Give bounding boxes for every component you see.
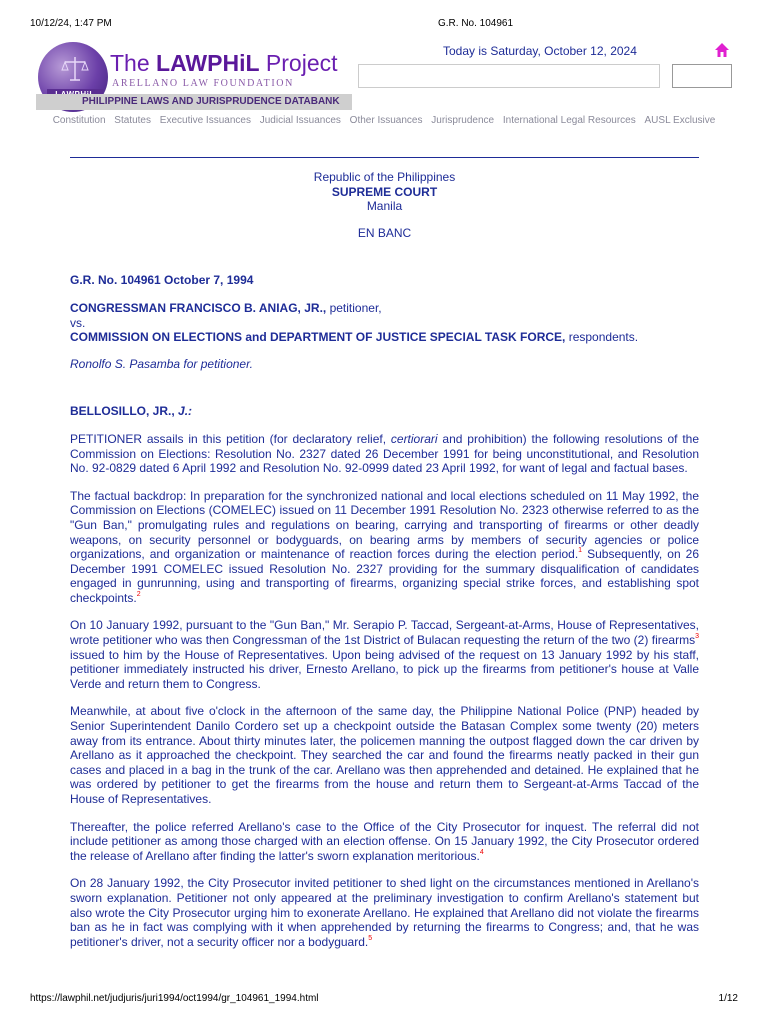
footnote-link-1[interactable]: 1 [578, 547, 583, 555]
division-label: EN BANC [357, 225, 412, 240]
p2-text-b: Subsequently, on 26 December 1991 COMELEC issued Resolution No. 2327 providing for the summary disqualification of candidates engaged in gunrunning, using and transporting of firearms, organizing special strike forces, and establishing spot checkpoints. [70, 547, 699, 605]
print-header [30, 18, 738, 32]
p3-text-a: On 10 January 1992, pursuant to the "Gun Ban," Mr. Serapio P. Taccad, Sergeant-at-Arms, House of Representatives, wrote petitioner who was then Congressman of the 1st District of Bulacan requesting the return of the two (2) firearms [70, 618, 699, 648]
respondents-role: respondents. [565, 330, 639, 345]
decision-body [70, 170, 699, 949]
foundation-name: ARELLANO LAW FOUNDATION [112, 78, 294, 89]
respondents-line [70, 330, 699, 345]
paragraph-1 [70, 432, 699, 476]
brand-prefix: The [110, 50, 157, 76]
petitioner-line [70, 301, 699, 316]
footnote-link-2[interactable]: 2 [136, 590, 141, 598]
court-name: SUPREME COURT [331, 184, 438, 199]
lawphil-banner[interactable] [36, 40, 356, 114]
petitioner-name: CONGRESSMAN FRANCISCO B. ANIAG, JR., [70, 300, 327, 315]
paragraph-2 [70, 489, 699, 606]
case-title [70, 301, 699, 345]
brand-suffix: Project [259, 50, 338, 76]
footnote-link-3[interactable]: 3 [695, 633, 699, 641]
paragraph-3 [70, 618, 699, 691]
brand-title [110, 50, 338, 77]
p1-text-c: and prohibition) the following resolutions of the Commission on Elections: Resolution No. 2327 dated 26 December 1991 for being unconstitutional, and Resolution No. 92-0829 dated 6 April 1992 and Resolution No. 92-0999 dated 23 April 1992, for want of legal and factual bases. [70, 431, 699, 476]
p6-text-a: On 28 January 1992, the City Prosecutor invited petitioner to shed light on the circumstances mentioned in Arellano's sworn explanation. Petitioner not only appeared at the preliminary investigation to confirm Arellano's statement but also wrote the City Prosecutor urging him to exonerate Arellano. He explained that Arellano did not violate the firearms ban as he in fact was complying with it when apprehended by returning the firearms to Congress; and, that he was petitioner's driver, not a security officer nor a bodyguard. [70, 876, 699, 949]
search-button[interactable] [672, 64, 732, 88]
p1-text-a: PETITIONER assails in this petition (for declaratory relief, [70, 431, 391, 446]
court-city: Manila [366, 199, 403, 214]
home-icon[interactable] [714, 42, 730, 58]
nav-jurisprudence[interactable]: Jurisprudence [431, 115, 495, 126]
ponente-title: J.: [178, 404, 193, 419]
main-nav [0, 115, 768, 126]
nav-ausl-exclusive[interactable]: AUSL Exclusive [644, 115, 716, 126]
paragraph-4: Meanwhile, at about five o'clock in the afternoon of the same day, the Philippine National Police (PNP) headed by Senior Superintendent Danilo Cordero set up a checkpoint outside the Batasan Complex some twenty (20) meters away from its entrance. About thirty minutes later, the policemen manning the outpost flagged down the car driven by Arellano as it approached the checkpoint. They searched the car and found the firearms neatly packed in their gun cases and placed in a bag in the trunk of the car. Arellano was then apprehended and detained. He explained that he was ordered by petitioner to get the firearms from the house and return them to Sergeant-at-Arms Taccad of the House of Representatives. [70, 704, 699, 806]
nav-judicial-issuances[interactable]: Judicial Issuances [259, 115, 341, 126]
databank-label: PHILIPPINE LAWS AND JURISPRUDENCE DATABANK [82, 96, 340, 107]
ponente-name: BELLOSILLO, JR., [70, 404, 179, 419]
paragraph-5 [70, 820, 699, 864]
versus: vs. [70, 315, 86, 330]
nav-executive-issuances[interactable]: Executive Issuances [159, 115, 251, 126]
petitioner-role: petitioner, [326, 300, 382, 315]
paragraph-6 [70, 876, 699, 949]
p5-text-a: Thereafter, the police referred Arellano's case to the Office of the City Prosecutor for inquest. The referral did not include petitioner as among those charged with an election offense. On 15 January 1992, the City Prosecutor ordered the release of Arellano after finding the latter's sworn explanation meritorious. [70, 819, 699, 863]
p2-text-a: The factual backdrop: In preparation for the synchronized national and local elections scheduled on 11 May 1992, the Commission on Elections (COMELEC) issued on 11 December 1991 Resolution No. 2323 otherwise referred to as the "Gun Ban," promulgating rules and regulations on bearing, carrying and transporting of firearms or other deadly weapons, on security personnel or bodyguards, on bearing arms by members of security agencies or police organizations, and organization or maintenance of reaction forces during the election period. [70, 488, 699, 562]
today-date: Today is Saturday, October 12, 2024 [443, 44, 637, 58]
nav-international-legal-resources[interactable]: International Legal Resources [502, 115, 636, 126]
print-datetime: 10/12/24, 1:47 PM [30, 18, 112, 29]
p3-text-b: issued to him by the House of Representatives. Upon being advised of the request on 13 January 1992 by his staff, petitioner immediately instructed his driver, Ernesto Arellano, to pick up the firearms from petitioner's house at Valle Verde and return them to Congress. [70, 647, 699, 691]
footnote-link-5[interactable]: 5 [368, 934, 373, 942]
footnote-link-4[interactable]: 4 [479, 848, 484, 856]
print-title: G.R. No. 104961 [438, 18, 514, 29]
scales-of-justice-icon [60, 54, 90, 84]
page-url: https://lawphil.net/judjuris/juri1994/oct1994/gr_104961_1994.html [30, 993, 319, 1004]
republic-line: Republic of the Philippines [313, 170, 456, 184]
nav-statutes[interactable]: Statutes [114, 115, 151, 126]
header-divider [70, 157, 699, 158]
case-number: G.R. No. 104961 October 7, 1994 [70, 273, 254, 288]
nav-constitution[interactable]: Constitution [52, 115, 106, 126]
databank-strip [36, 94, 352, 110]
ponente [70, 404, 699, 419]
brand-main: LAWPHiL [156, 50, 260, 76]
p1-text-certiorari: certiorari [390, 431, 438, 446]
search-input[interactable] [358, 64, 660, 88]
page-number: 1/12 [718, 993, 738, 1004]
respondents-name: COMMISSION ON ELECTIONS and DEPARTMENT OF JUSTICE SPECIAL TASK FORCE, [70, 330, 566, 345]
court-header [70, 170, 699, 240]
counsel-line: Ronolfo S. Pasamba for petitioner. [70, 356, 253, 371]
nav-other-issuances[interactable]: Other Issuances [349, 115, 423, 126]
